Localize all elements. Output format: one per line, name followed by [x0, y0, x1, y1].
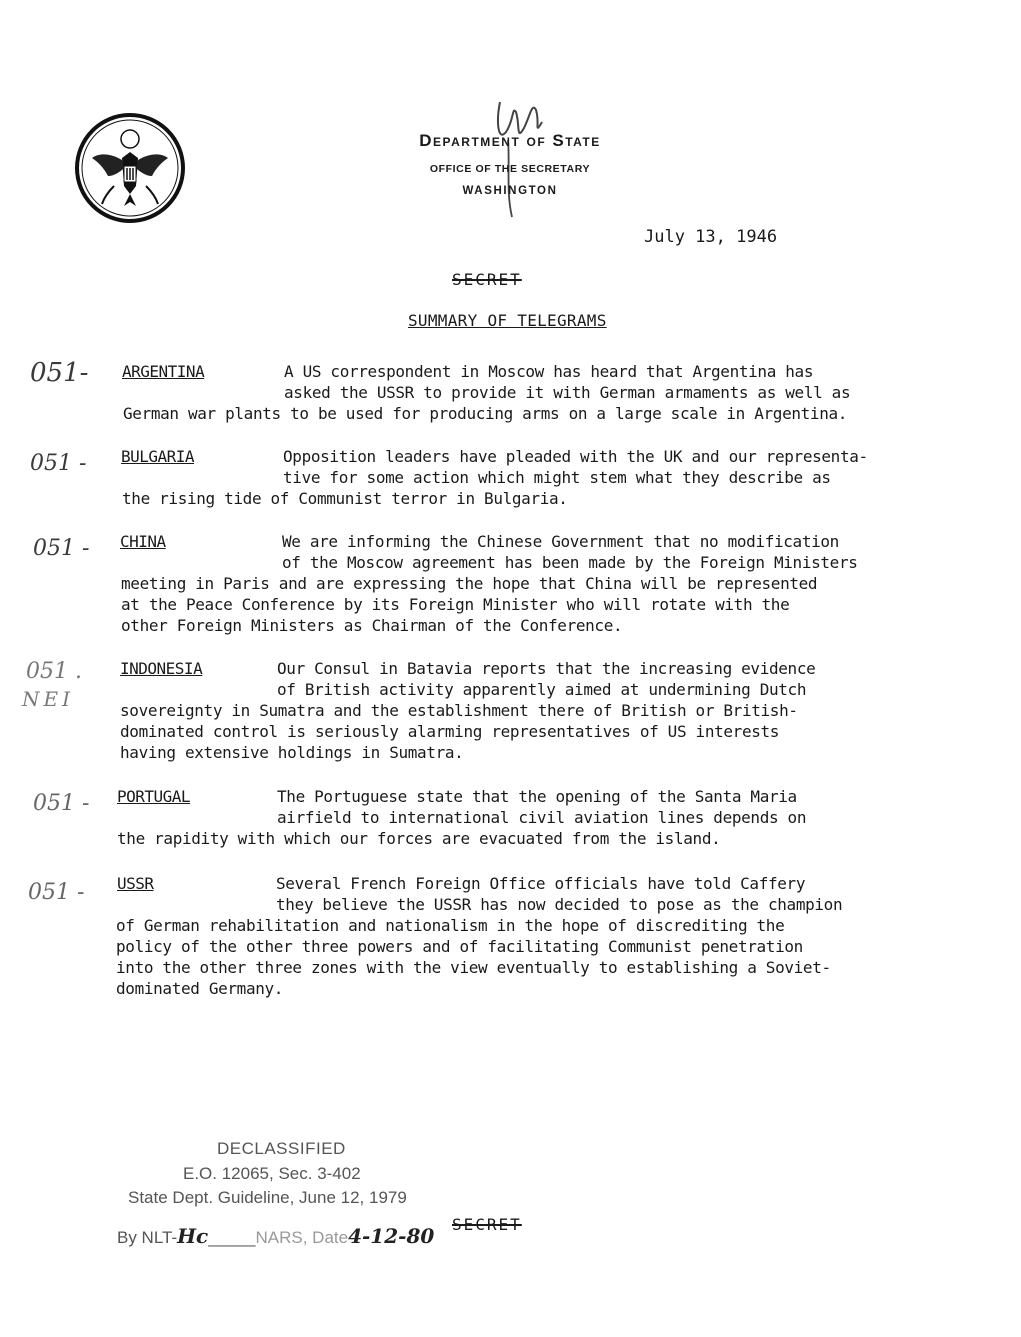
department-name: Department of State [419, 131, 601, 150]
entry-line: tive for some action which might stem what they describe as [283, 468, 831, 487]
entry-line: of the Moscow agreement has been made by the Foreign Ministers [282, 553, 858, 572]
file-code: 051 - [28, 880, 85, 905]
by-blank: _____ [208, 1228, 256, 1247]
entry-line: German war plants to be used for producing arms on a large scale in Argentina. [123, 404, 848, 423]
entry-line: A US correspondent in Moscow has heard that Argentina has [284, 362, 814, 381]
entry-line: dominated Germany. [116, 979, 284, 998]
office-city: WASHINGTON [462, 185, 558, 197]
file-code: 051- [30, 358, 89, 388]
country-label: ARGENTINA [122, 362, 205, 381]
entry-line: other Foreign Ministers as Chairman of the Conference. [121, 616, 623, 635]
entry-line: sovereignty in Sumatra and the establishment there of British or British- [120, 701, 798, 720]
entry-line: Our Consul in Batavia reports that the increasing evidence [277, 659, 816, 678]
entry-line: airfield to international civil aviation lines depends on [277, 808, 807, 827]
entry-line: at the Peace Conference by its Foreign Minister who will rotate with the [121, 595, 790, 614]
entry-line: they believe the USSR has now decided to pose as the champion [276, 895, 843, 914]
classification-marking-bottom: SECRET [452, 1215, 522, 1234]
by-initials: Hc [177, 1224, 209, 1248]
executive-order-ref: E.O. 12065, Sec. 3-402 [183, 1164, 361, 1183]
entry-line: dominated control is seriously alarming representatives of US interests [120, 722, 780, 741]
entry-line: having extensive holdings in Sumatra. [120, 743, 464, 762]
file-code: 051 - [33, 536, 90, 561]
entry-line: Opposition leaders have pleaded with the UK and our representa- [283, 447, 868, 466]
entry-line: the rising tide of Communist terror in Bulgaria. [122, 489, 568, 508]
department-seal-icon [74, 112, 186, 224]
entry-line: meeting in Paris and are expressing the hope that China will be represented [121, 574, 818, 593]
declassified-stamp: DECLASSIFIED [217, 1139, 346, 1158]
entry-line: of British activity apparently aimed at undermining Dutch [277, 680, 807, 699]
file-code: 051 . [26, 659, 82, 684]
entry-line: We are informing the Chinese Government that no modification [282, 532, 839, 551]
memo-title: SUMMARY OF TELEGRAMS [408, 311, 607, 330]
by-prefix: By NLT- [117, 1228, 178, 1247]
file-code: 051 - [30, 451, 87, 476]
file-code: 051 - [33, 791, 90, 816]
file-code-extra: NEI [22, 687, 74, 711]
country-label: USSR [117, 874, 154, 893]
entry-line: into the other three zones with the view eventually to establishing a Soviet- [116, 958, 831, 977]
nars-label: NARS, Date [255, 1228, 349, 1247]
guideline-ref: State Dept. Guideline, June 12, 1979 [128, 1188, 407, 1207]
office-name: OFFICE OF THE SECRETARY [429, 163, 591, 175]
memo-date: July 13, 1946 [644, 227, 778, 247]
handwritten-initials-icon [486, 92, 556, 222]
country-label: INDONESIA [120, 659, 203, 678]
nars-date: 4-12-80 [348, 1224, 435, 1248]
entry-line: Several French Foreign Office officials have told Caffery [276, 874, 806, 893]
declassified-by [117, 1224, 434, 1248]
entry-line: of German rehabilitation and nationalism in the hope of discrediting the [116, 916, 785, 935]
country-label: BULGARIA [121, 447, 195, 466]
entry-line: the rapidity with which our forces are evacuated from the island. [117, 829, 721, 848]
country-label: CHINA [120, 532, 166, 551]
entry-line: policy of the other three powers and of facilitating Communist penetration [116, 937, 803, 956]
entry-line: The Portuguese state that the opening of the Santa Maria [277, 787, 797, 806]
country-label: PORTUGAL [117, 787, 191, 806]
entry-line: asked the USSR to provide it with German armaments as well as [284, 383, 851, 402]
classification-marking: SECRET [452, 270, 522, 289]
